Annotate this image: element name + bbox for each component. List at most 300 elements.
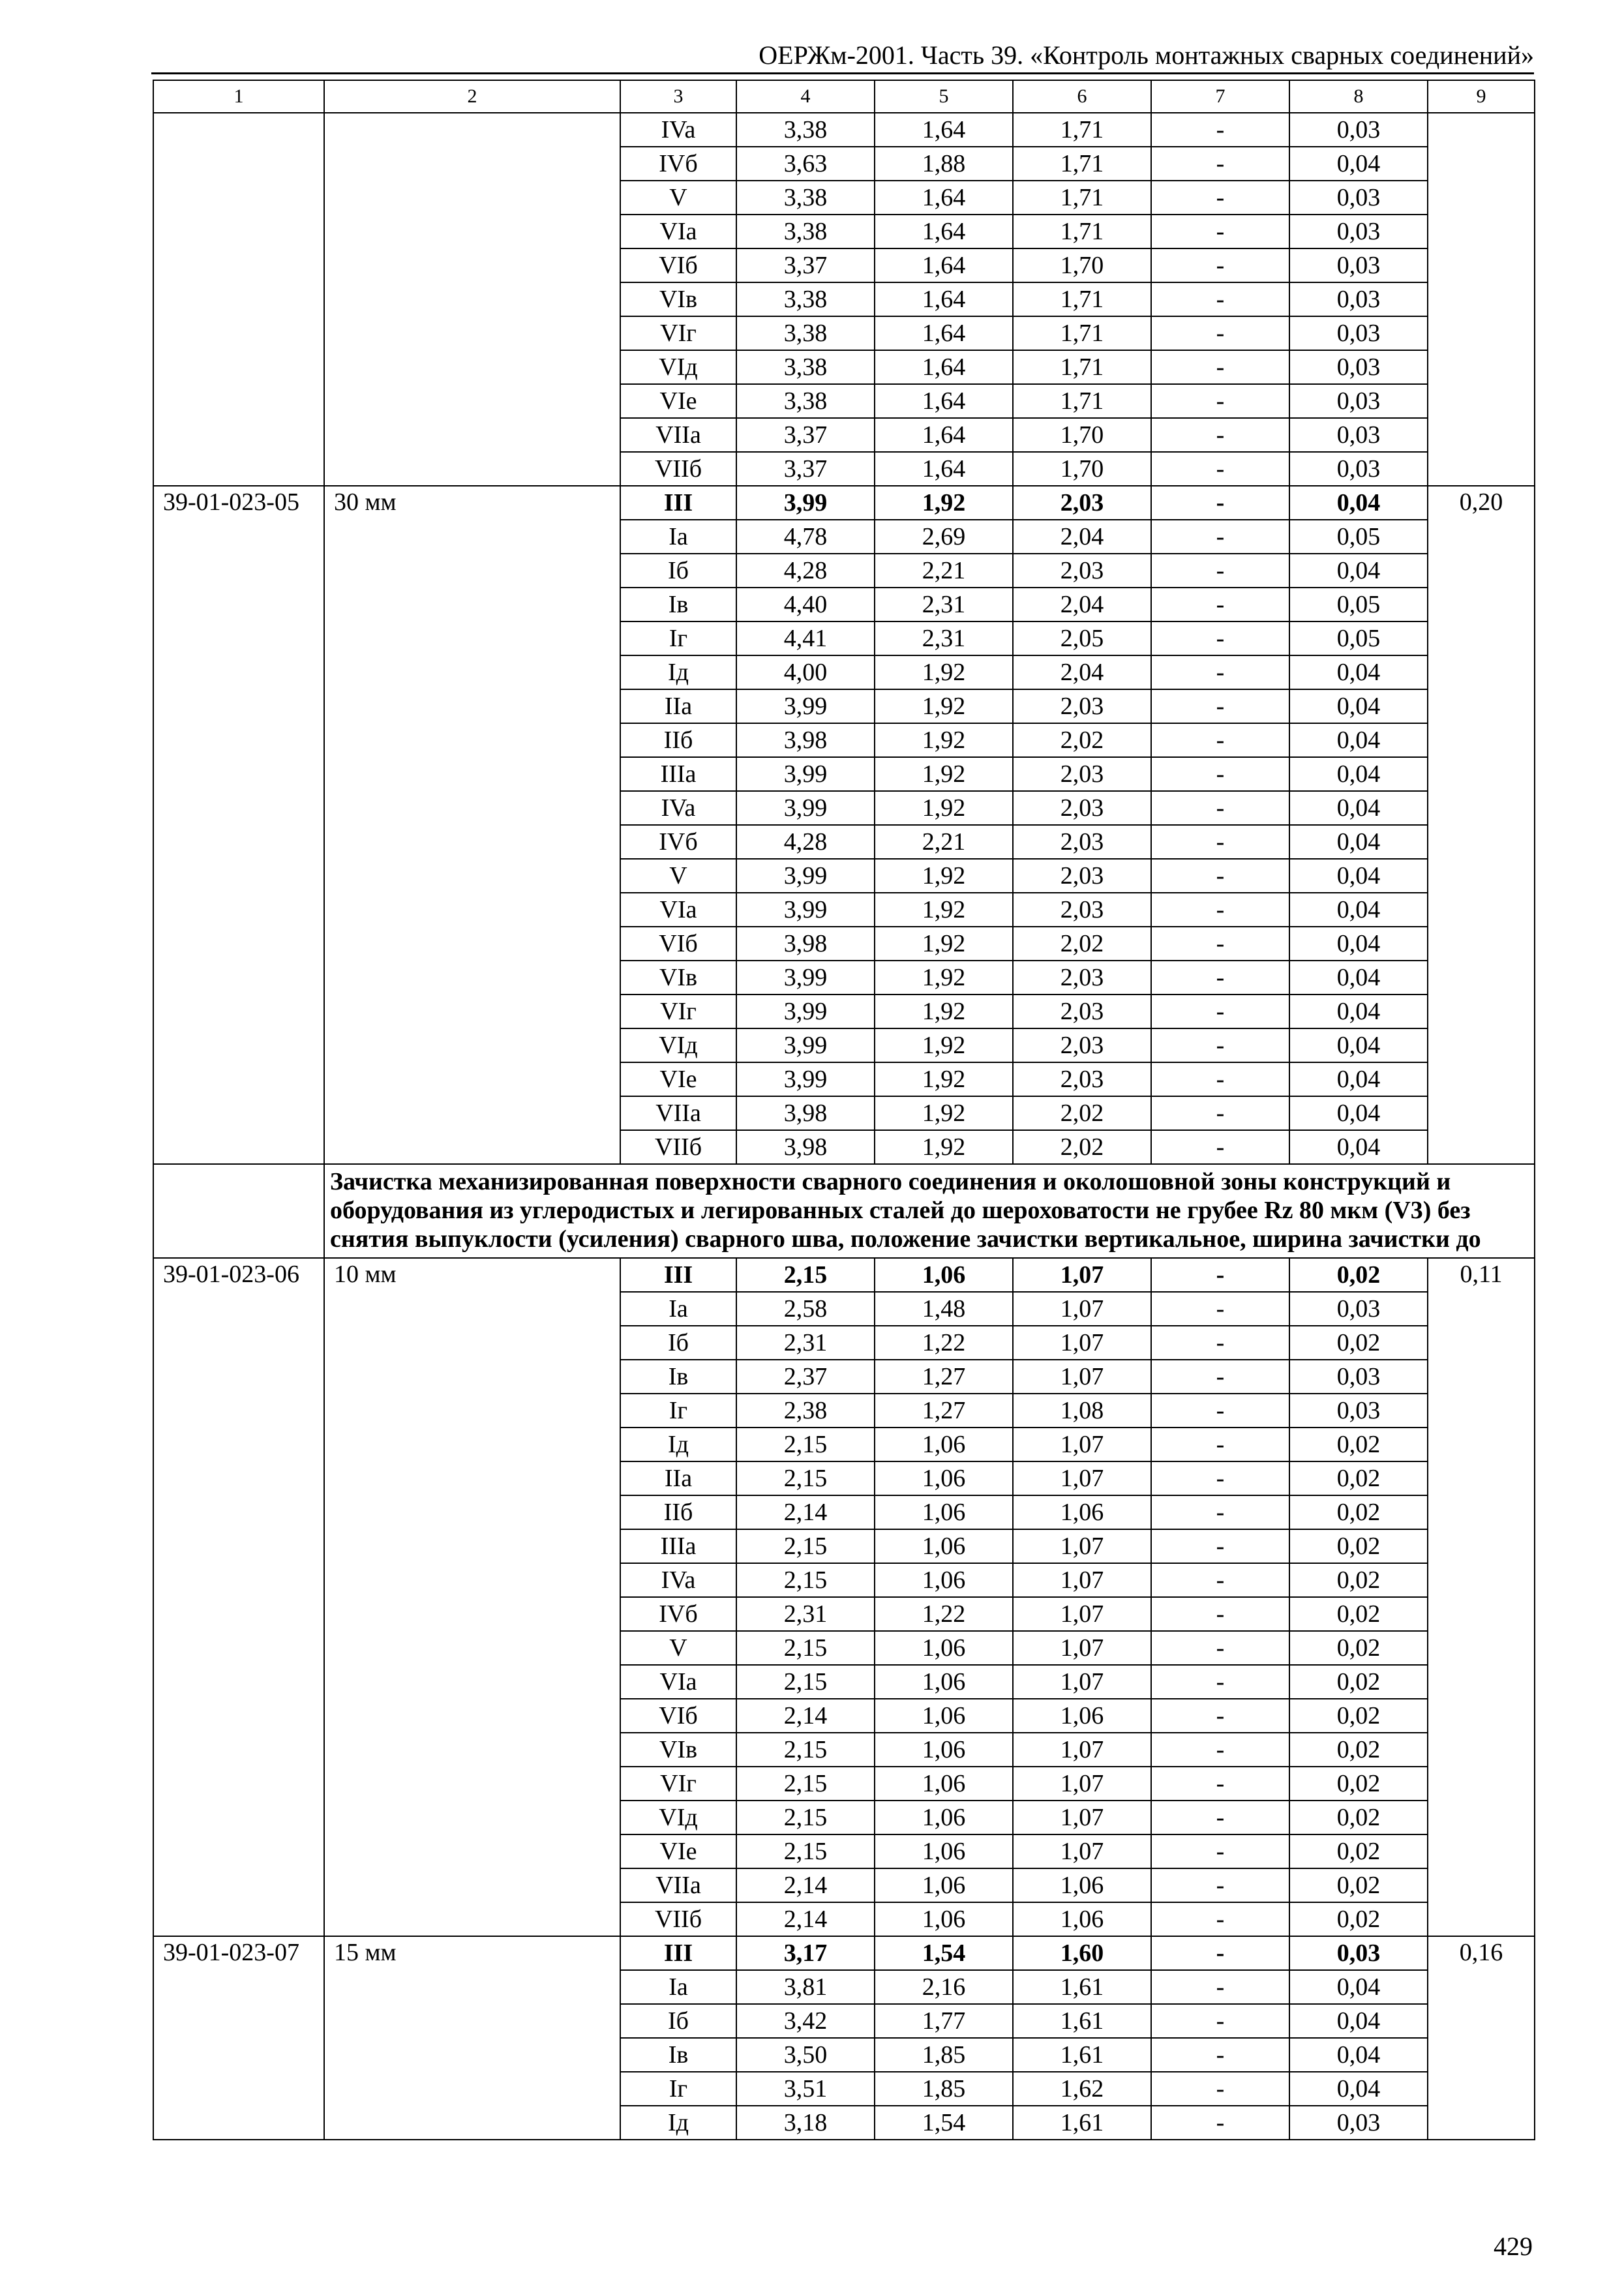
machinist-labor-cell: 0,03 xyxy=(1289,1936,1428,1970)
zone-cell: Iв xyxy=(620,2038,736,2072)
labor-cost-cell: 1,06 xyxy=(875,1631,1013,1665)
zone-cell: VIIa xyxy=(620,1868,736,1902)
table-body xyxy=(153,80,1535,2140)
labor-cost-cell: 1,64 xyxy=(875,248,1013,282)
labor-cost-cell: 1,06 xyxy=(875,1461,1013,1495)
materials-cell: - xyxy=(1151,452,1289,486)
materials-cell: - xyxy=(1151,927,1289,961)
materials-cell: - xyxy=(1151,1028,1289,1062)
machine-cost-cell: 1,71 xyxy=(1013,350,1151,384)
labor-cost-cell: 1,92 xyxy=(875,689,1013,723)
materials-cell: - xyxy=(1151,1563,1289,1597)
machinist-labor-cell: 0,03 xyxy=(1289,452,1428,486)
machinist-labor-cell: 0,04 xyxy=(1289,791,1428,825)
materials-cell: - xyxy=(1151,215,1289,248)
rates-table xyxy=(153,80,1535,2140)
machinist-labor-cell: 0,03 xyxy=(1289,113,1428,147)
machinist-labor-cell: 0,04 xyxy=(1289,1062,1428,1096)
machinist-labor-cell: 0,03 xyxy=(1289,418,1428,452)
labor-cost-cell: 2,16 xyxy=(875,1970,1013,2004)
machinist-labor-cell: 0,04 xyxy=(1289,2038,1428,2072)
labor-cost-cell: 1,64 xyxy=(875,384,1013,418)
materials-cell: - xyxy=(1151,1801,1289,1834)
rate-value: 0,11 xyxy=(1428,1258,1535,1936)
machine-cost-cell: 2,03 xyxy=(1013,995,1151,1028)
total-cost-cell: 3,98 xyxy=(736,1096,875,1130)
machinist-labor-cell: 0,04 xyxy=(1289,825,1428,859)
zone-cell: IIIa xyxy=(620,1529,736,1563)
column-number: 1 xyxy=(153,80,324,113)
total-cost-cell: 3,38 xyxy=(736,384,875,418)
column-number: 6 xyxy=(1013,80,1151,113)
materials-cell: - xyxy=(1151,1360,1289,1394)
machinist-labor-cell: 0,04 xyxy=(1289,2072,1428,2106)
machine-cost-cell: 1,60 xyxy=(1013,1936,1151,1970)
total-cost-cell: 2,38 xyxy=(736,1394,875,1428)
zone-cell: VIa xyxy=(620,893,736,927)
total-cost-cell: 3,51 xyxy=(736,2072,875,2106)
machine-cost-cell: 2,03 xyxy=(1013,554,1151,588)
table-row xyxy=(153,1936,1535,1970)
total-cost-cell: 3,98 xyxy=(736,723,875,757)
labor-cost-cell: 1,92 xyxy=(875,1130,1013,1164)
machinist-labor-cell: 0,02 xyxy=(1289,1868,1428,1902)
total-cost-cell: 3,38 xyxy=(736,350,875,384)
zone-cell: V xyxy=(620,181,736,215)
materials-cell: - xyxy=(1151,1096,1289,1130)
machine-cost-cell: 2,03 xyxy=(1013,486,1151,520)
labor-cost-cell: 1,92 xyxy=(875,1028,1013,1062)
total-cost-cell: 2,15 xyxy=(736,1461,875,1495)
labor-cost-cell: 1,06 xyxy=(875,1868,1013,1902)
zone-cell: IVa xyxy=(620,1563,736,1597)
zone-cell: Iв xyxy=(620,588,736,621)
labor-cost-cell: 1,92 xyxy=(875,859,1013,893)
machine-cost-cell: 2,04 xyxy=(1013,655,1151,689)
labor-cost-cell: 1,92 xyxy=(875,893,1013,927)
machine-cost-cell: 2,03 xyxy=(1013,791,1151,825)
machine-cost-cell: 2,02 xyxy=(1013,927,1151,961)
materials-cell: - xyxy=(1151,1902,1289,1936)
zone-cell: VIд xyxy=(620,1028,736,1062)
machine-cost-cell: 1,06 xyxy=(1013,1902,1151,1936)
section-title: Зачистка механизированная поверхности сварного соединения и околошовной зоны конструкций и оборудования из углеродистых и легированных сталей до шероховатости не грубее Rz 80 мкм (V3) без снятия выпуклости (усиления) сварного шва, положение зачистки вертикальное, ширина зачистки до xyxy=(324,1164,1535,1258)
machinist-labor-cell: 0,02 xyxy=(1289,1631,1428,1665)
machinist-labor-cell: 0,04 xyxy=(1289,1970,1428,2004)
rate-value: 0,20 xyxy=(1428,486,1535,1164)
rate-parameter: 15 мм xyxy=(324,1936,620,2140)
table-row xyxy=(153,113,1535,147)
machinist-labor-cell: 0,04 xyxy=(1289,147,1428,181)
materials-cell: - xyxy=(1151,1495,1289,1529)
total-cost-cell: 4,41 xyxy=(736,621,875,655)
total-cost-cell: 3,98 xyxy=(736,927,875,961)
machinist-labor-cell: 0,03 xyxy=(1289,248,1428,282)
total-cost-cell: 3,38 xyxy=(736,113,875,147)
machinist-labor-cell: 0,02 xyxy=(1289,1902,1428,1936)
total-cost-cell: 2,15 xyxy=(736,1665,875,1699)
materials-cell: - xyxy=(1151,486,1289,520)
zone-cell: IIIa xyxy=(620,757,736,791)
machinist-labor-cell: 0,04 xyxy=(1289,655,1428,689)
labor-cost-cell: 1,06 xyxy=(875,1529,1013,1563)
materials-cell: - xyxy=(1151,825,1289,859)
materials-cell: - xyxy=(1151,181,1289,215)
zone-cell: VIг xyxy=(620,316,736,350)
labor-cost-cell: 1,22 xyxy=(875,1326,1013,1360)
machine-cost-cell: 1,61 xyxy=(1013,2004,1151,2038)
rate-code xyxy=(153,113,324,486)
zone-cell: Ia xyxy=(620,1292,736,1326)
materials-cell: - xyxy=(1151,2106,1289,2140)
section-row xyxy=(153,1164,1535,1258)
total-cost-cell: 2,58 xyxy=(736,1292,875,1326)
materials-cell: - xyxy=(1151,689,1289,723)
zone-cell: VIв xyxy=(620,1733,736,1767)
total-cost-cell: 3,18 xyxy=(736,2106,875,2140)
machine-cost-cell: 2,04 xyxy=(1013,520,1151,554)
materials-cell: - xyxy=(1151,1834,1289,1868)
labor-cost-cell: 1,06 xyxy=(875,1699,1013,1733)
machine-cost-cell: 1,61 xyxy=(1013,1970,1151,2004)
machinist-labor-cell: 0,05 xyxy=(1289,520,1428,554)
rate-value: 0,16 xyxy=(1428,1936,1535,2140)
zone-cell: VIe xyxy=(620,1834,736,1868)
labor-cost-cell: 1,85 xyxy=(875,2072,1013,2106)
zone-cell: III xyxy=(620,1936,736,1970)
zone-cell: Iд xyxy=(620,2106,736,2140)
total-cost-cell: 3,99 xyxy=(736,893,875,927)
machinist-labor-cell: 0,02 xyxy=(1289,1563,1428,1597)
labor-cost-cell: 1,54 xyxy=(875,2106,1013,2140)
labor-cost-cell: 1,64 xyxy=(875,418,1013,452)
labor-cost-cell: 1,64 xyxy=(875,282,1013,316)
labor-cost-cell: 1,06 xyxy=(875,1665,1013,1699)
zone-cell: VIa xyxy=(620,1665,736,1699)
machine-cost-cell: 1,06 xyxy=(1013,1868,1151,1902)
machinist-labor-cell: 0,02 xyxy=(1289,1834,1428,1868)
materials-cell: - xyxy=(1151,2004,1289,2038)
rate-parameter: 10 мм xyxy=(324,1258,620,1936)
zone-cell: IVб xyxy=(620,147,736,181)
total-cost-cell: 3,98 xyxy=(736,1130,875,1164)
zone-cell: IVa xyxy=(620,791,736,825)
zone-cell: VIб xyxy=(620,1699,736,1733)
rate-parameter: 30 мм xyxy=(324,486,620,1164)
machinist-labor-cell: 0,04 xyxy=(1289,927,1428,961)
zone-cell: Iг xyxy=(620,1394,736,1428)
machine-cost-cell: 1,07 xyxy=(1013,1428,1151,1461)
labor-cost-cell: 2,21 xyxy=(875,554,1013,588)
labor-cost-cell: 1,06 xyxy=(875,1834,1013,1868)
labor-cost-cell: 1,06 xyxy=(875,1495,1013,1529)
zone-cell: III xyxy=(620,486,736,520)
materials-cell: - xyxy=(1151,995,1289,1028)
machinist-labor-cell: 0,03 xyxy=(1289,2106,1428,2140)
total-cost-cell: 3,99 xyxy=(736,1062,875,1096)
rate-value xyxy=(1428,113,1535,486)
machine-cost-cell: 1,07 xyxy=(1013,1631,1151,1665)
machine-cost-cell: 1,06 xyxy=(1013,1699,1151,1733)
page-number: 429 xyxy=(1494,2232,1533,2261)
zone-cell: VIIa xyxy=(620,1096,736,1130)
total-cost-cell: 2,15 xyxy=(736,1834,875,1868)
column-number: 8 xyxy=(1289,80,1428,113)
labor-cost-cell: 1,06 xyxy=(875,1258,1013,1292)
materials-cell: - xyxy=(1151,1428,1289,1461)
total-cost-cell: 3,99 xyxy=(736,995,875,1028)
materials-cell: - xyxy=(1151,893,1289,927)
zone-cell: Iд xyxy=(620,1428,736,1461)
total-cost-cell: 3,42 xyxy=(736,2004,875,2038)
machine-cost-cell: 2,03 xyxy=(1013,1028,1151,1062)
materials-cell: - xyxy=(1151,418,1289,452)
machine-cost-cell: 1,07 xyxy=(1013,1665,1151,1699)
zone-cell: VIIб xyxy=(620,1902,736,1936)
machine-cost-cell: 1,70 xyxy=(1013,248,1151,282)
zone-cell: IIa xyxy=(620,1461,736,1495)
machinist-labor-cell: 0,04 xyxy=(1289,1096,1428,1130)
machinist-labor-cell: 0,04 xyxy=(1289,1028,1428,1062)
machinist-labor-cell: 0,02 xyxy=(1289,1733,1428,1767)
total-cost-cell: 3,38 xyxy=(736,316,875,350)
machinist-labor-cell: 0,02 xyxy=(1289,1665,1428,1699)
machine-cost-cell: 2,03 xyxy=(1013,859,1151,893)
total-cost-cell: 2,15 xyxy=(736,1258,875,1292)
zone-cell: IVa xyxy=(620,113,736,147)
machine-cost-cell: 2,05 xyxy=(1013,621,1151,655)
zone-cell: Iб xyxy=(620,554,736,588)
machine-cost-cell: 1,08 xyxy=(1013,1394,1151,1428)
machinist-labor-cell: 0,02 xyxy=(1289,1326,1428,1360)
materials-cell: - xyxy=(1151,1130,1289,1164)
total-cost-cell: 3,38 xyxy=(736,181,875,215)
total-cost-cell: 4,28 xyxy=(736,554,875,588)
machinist-labor-cell: 0,04 xyxy=(1289,486,1428,520)
materials-cell: - xyxy=(1151,723,1289,757)
materials-cell: - xyxy=(1151,1936,1289,1970)
machine-cost-cell: 2,03 xyxy=(1013,961,1151,995)
total-cost-cell: 3,63 xyxy=(736,147,875,181)
machine-cost-cell: 2,03 xyxy=(1013,825,1151,859)
machinist-labor-cell: 0,04 xyxy=(1289,689,1428,723)
labor-cost-cell: 1,64 xyxy=(875,350,1013,384)
zone-cell: Iб xyxy=(620,2004,736,2038)
zone-cell: Ia xyxy=(620,520,736,554)
machine-cost-cell: 2,04 xyxy=(1013,588,1151,621)
zone-cell: Iг xyxy=(620,621,736,655)
rate-parameter xyxy=(324,113,620,486)
machinist-labor-cell: 0,03 xyxy=(1289,1394,1428,1428)
machine-cost-cell: 1,07 xyxy=(1013,1529,1151,1563)
total-cost-cell: 2,15 xyxy=(736,1631,875,1665)
labor-cost-cell: 1,06 xyxy=(875,1563,1013,1597)
labor-cost-cell: 1,06 xyxy=(875,1902,1013,1936)
zone-cell: Iв xyxy=(620,1360,736,1394)
zone-cell: VIв xyxy=(620,282,736,316)
materials-cell: - xyxy=(1151,1529,1289,1563)
machine-cost-cell: 1,07 xyxy=(1013,1258,1151,1292)
machine-cost-cell: 1,61 xyxy=(1013,2106,1151,2140)
materials-cell: - xyxy=(1151,1631,1289,1665)
column-number: 3 xyxy=(620,80,736,113)
total-cost-cell: 2,15 xyxy=(736,1733,875,1767)
machinist-labor-cell: 0,04 xyxy=(1289,757,1428,791)
materials-cell: - xyxy=(1151,113,1289,147)
materials-cell: - xyxy=(1151,1665,1289,1699)
labor-cost-cell: 1,06 xyxy=(875,1801,1013,1834)
materials-cell: - xyxy=(1151,1699,1289,1733)
machine-cost-cell: 1,06 xyxy=(1013,1495,1151,1529)
total-cost-cell: 2,37 xyxy=(736,1360,875,1394)
zone-cell: VIв xyxy=(620,961,736,995)
labor-cost-cell: 1,27 xyxy=(875,1394,1013,1428)
labor-cost-cell: 1,64 xyxy=(875,452,1013,486)
labor-cost-cell: 1,92 xyxy=(875,791,1013,825)
total-cost-cell: 3,17 xyxy=(736,1936,875,1970)
total-cost-cell: 3,50 xyxy=(736,2038,875,2072)
machinist-labor-cell: 0,02 xyxy=(1289,1801,1428,1834)
machine-cost-cell: 1,07 xyxy=(1013,1326,1151,1360)
materials-cell: - xyxy=(1151,588,1289,621)
machinist-labor-cell: 0,02 xyxy=(1289,1495,1428,1529)
materials-cell: - xyxy=(1151,961,1289,995)
machine-cost-cell: 1,71 xyxy=(1013,282,1151,316)
machinist-labor-cell: 0,02 xyxy=(1289,1767,1428,1801)
total-cost-cell: 3,99 xyxy=(736,859,875,893)
machinist-labor-cell: 0,05 xyxy=(1289,588,1428,621)
labor-cost-cell: 2,31 xyxy=(875,588,1013,621)
machinist-labor-cell: 0,03 xyxy=(1289,1360,1428,1394)
total-cost-cell: 2,15 xyxy=(736,1767,875,1801)
total-cost-cell: 2,31 xyxy=(736,1326,875,1360)
materials-cell: - xyxy=(1151,1062,1289,1096)
materials-cell: - xyxy=(1151,282,1289,316)
total-cost-cell: 3,81 xyxy=(736,1970,875,2004)
machine-cost-cell: 1,71 xyxy=(1013,181,1151,215)
machinist-labor-cell: 0,02 xyxy=(1289,1258,1428,1292)
machine-cost-cell: 1,70 xyxy=(1013,418,1151,452)
labor-cost-cell: 1,64 xyxy=(875,215,1013,248)
total-cost-cell: 3,99 xyxy=(736,757,875,791)
zone-cell: IIб xyxy=(620,1495,736,1529)
total-cost-cell: 2,14 xyxy=(736,1699,875,1733)
zone-cell: III xyxy=(620,1258,736,1292)
labor-cost-cell: 1,92 xyxy=(875,995,1013,1028)
page-header: ОЕРЖм-2001. Часть 39. «Контроль монтажных сварных соединений» xyxy=(759,40,1534,70)
materials-cell: - xyxy=(1151,2038,1289,2072)
zone-cell: IVб xyxy=(620,1597,736,1631)
zone-cell: VIд xyxy=(620,1801,736,1834)
machinist-labor-cell: 0,04 xyxy=(1289,1130,1428,1164)
machinist-labor-cell: 0,02 xyxy=(1289,1461,1428,1495)
labor-cost-cell: 1,06 xyxy=(875,1428,1013,1461)
labor-cost-cell: 1,92 xyxy=(875,757,1013,791)
materials-cell: - xyxy=(1151,859,1289,893)
zone-cell: IIa xyxy=(620,689,736,723)
labor-cost-cell: 1,77 xyxy=(875,2004,1013,2038)
machine-cost-cell: 2,02 xyxy=(1013,1130,1151,1164)
total-cost-cell: 2,15 xyxy=(736,1529,875,1563)
machine-cost-cell: 2,03 xyxy=(1013,1062,1151,1096)
total-cost-cell: 2,14 xyxy=(736,1495,875,1529)
machinist-labor-cell: 0,04 xyxy=(1289,961,1428,995)
column-number: 5 xyxy=(875,80,1013,113)
machine-cost-cell: 2,03 xyxy=(1013,757,1151,791)
materials-cell: - xyxy=(1151,655,1289,689)
total-cost-cell: 4,00 xyxy=(736,655,875,689)
total-cost-cell: 3,38 xyxy=(736,215,875,248)
total-cost-cell: 3,99 xyxy=(736,791,875,825)
labor-cost-cell: 1,27 xyxy=(875,1360,1013,1394)
machinist-labor-cell: 0,04 xyxy=(1289,723,1428,757)
materials-cell: - xyxy=(1151,1258,1289,1292)
labor-cost-cell: 1,54 xyxy=(875,1936,1013,1970)
machinist-labor-cell: 0,03 xyxy=(1289,316,1428,350)
labor-cost-cell: 1,92 xyxy=(875,1096,1013,1130)
zone-cell: Iд xyxy=(620,655,736,689)
machinist-labor-cell: 0,04 xyxy=(1289,554,1428,588)
total-cost-cell: 3,99 xyxy=(736,1028,875,1062)
labor-cost-cell: 1,92 xyxy=(875,723,1013,757)
machine-cost-cell: 1,70 xyxy=(1013,452,1151,486)
materials-cell: - xyxy=(1151,1394,1289,1428)
table-row xyxy=(153,486,1535,520)
materials-cell: - xyxy=(1151,520,1289,554)
machine-cost-cell: 2,03 xyxy=(1013,893,1151,927)
machine-cost-cell: 1,07 xyxy=(1013,1563,1151,1597)
total-cost-cell: 4,40 xyxy=(736,588,875,621)
machinist-labor-cell: 0,02 xyxy=(1289,1597,1428,1631)
materials-cell: - xyxy=(1151,1461,1289,1495)
labor-cost-cell: 1,85 xyxy=(875,2038,1013,2072)
total-cost-cell: 3,99 xyxy=(736,689,875,723)
machine-cost-cell: 1,07 xyxy=(1013,1834,1151,1868)
materials-cell: - xyxy=(1151,2072,1289,2106)
labor-cost-cell: 1,92 xyxy=(875,1062,1013,1096)
total-cost-cell: 4,28 xyxy=(736,825,875,859)
labor-cost-cell: 1,92 xyxy=(875,961,1013,995)
materials-cell: - xyxy=(1151,350,1289,384)
total-cost-cell: 2,15 xyxy=(736,1563,875,1597)
machine-cost-cell: 1,07 xyxy=(1013,1292,1151,1326)
machinist-labor-cell: 0,03 xyxy=(1289,350,1428,384)
machine-cost-cell: 1,71 xyxy=(1013,147,1151,181)
zone-cell: VIIб xyxy=(620,1130,736,1164)
machinist-labor-cell: 0,02 xyxy=(1289,1529,1428,1563)
materials-cell: - xyxy=(1151,621,1289,655)
total-cost-cell: 3,38 xyxy=(736,282,875,316)
labor-cost-cell: 1,06 xyxy=(875,1733,1013,1767)
zone-cell: Ia xyxy=(620,1970,736,2004)
machinist-labor-cell: 0,03 xyxy=(1289,384,1428,418)
machinist-labor-cell: 0,03 xyxy=(1289,1292,1428,1326)
labor-cost-cell: 1,64 xyxy=(875,113,1013,147)
machine-cost-cell: 1,71 xyxy=(1013,316,1151,350)
machinist-labor-cell: 0,04 xyxy=(1289,995,1428,1028)
machinist-labor-cell: 0,04 xyxy=(1289,859,1428,893)
materials-cell: - xyxy=(1151,1970,1289,2004)
total-cost-cell: 2,31 xyxy=(736,1597,875,1631)
machine-cost-cell: 2,02 xyxy=(1013,723,1151,757)
zone-cell: IIб xyxy=(620,723,736,757)
machinist-labor-cell: 0,04 xyxy=(1289,2004,1428,2038)
total-cost-cell: 3,37 xyxy=(736,418,875,452)
materials-cell: - xyxy=(1151,554,1289,588)
rate-code: 39-01-023-05 xyxy=(153,486,324,1164)
materials-cell: - xyxy=(1151,1292,1289,1326)
total-cost-cell: 2,15 xyxy=(736,1801,875,1834)
